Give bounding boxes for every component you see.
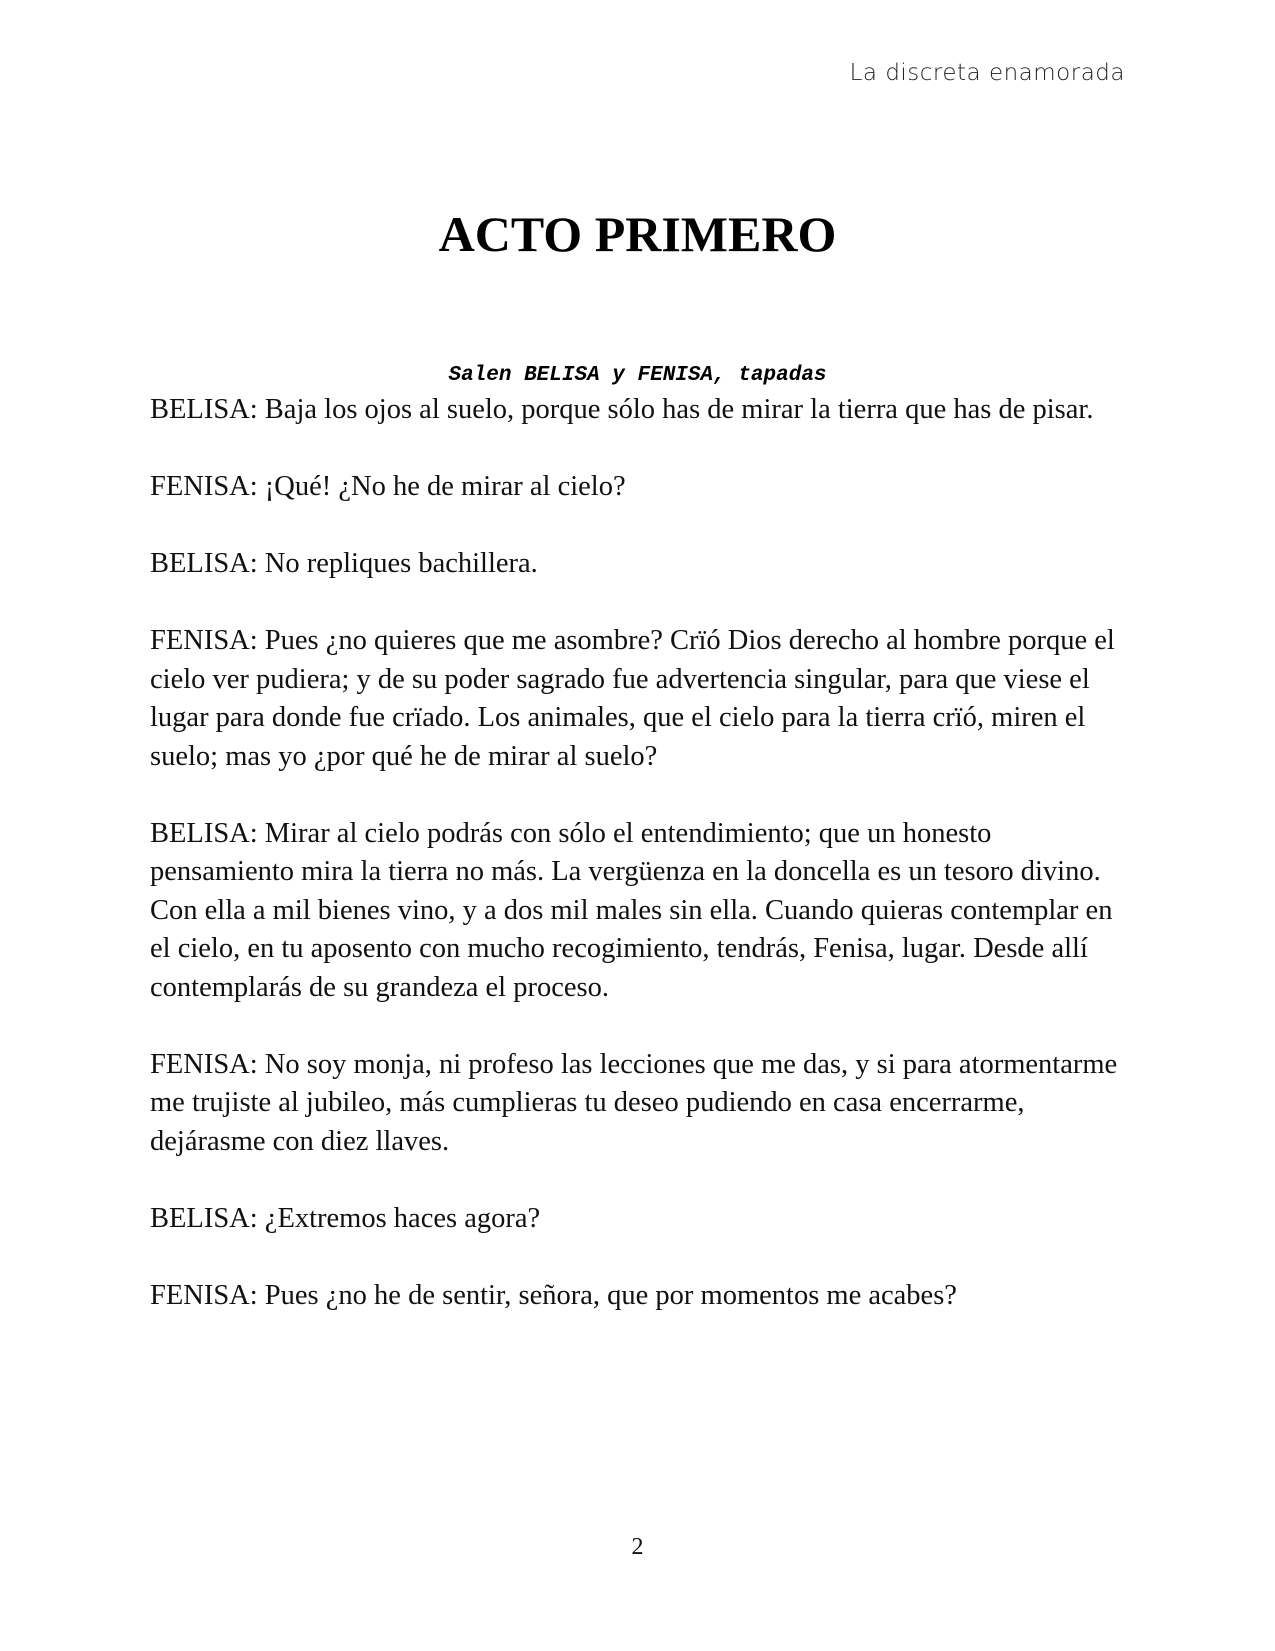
speech-paragraph: FENISA: Pues ¿no quieres que me asombre? Crïó Dios derecho al hombre porque el cielo ver pudiera; y de su poder sagrado fue advertencia singular, para que viese el lugar para donde fue crïado. Los animales, que el cielo para la tierra crïó, miren el suelo; mas yo ¿por qué he de mirar al suelo? <box>150 625 1115 772</box>
speech-paragraph: FENISA: Pues ¿no he de sentir, señora, que por momentos me acabes? <box>150 1279 957 1311</box>
speech-paragraph: BELISA: No repliques bachillera. <box>150 548 538 579</box>
speech-paragraph: BELISA: Baja los ojos al suelo, porque sólo has de mirar la tierra que has de pisar. <box>150 394 1094 425</box>
dialogue-body <box>150 391 1130 1354</box>
act-title: ACTO PRIMERO <box>438 206 837 262</box>
running-header-title: La discreta enamorada <box>849 60 1125 86</box>
speech-paragraph: BELISA: ¿Extremos haces agora? <box>150 1202 541 1234</box>
speech-paragraph: FENISA: No soy monja, ni profeso las lecciones que me das, y si para atormentarme me trujiste al jubileo, más cumplieras tu deseo pudiendo en casa encerrarme, dejárasme con diez llaves. <box>150 1048 1118 1157</box>
speech-paragraph: BELISA: Mirar al cielo podrás con sólo el entendimiento; que un honesto pensamiento mira la tierra no más. La vergüenza en la doncella es un tesoro divino. Con ella a mil bienes vino, y a dos mil males sin ella. Cuando quieras contemplar en el cielo, en tu aposento con mucho recogimiento, tendrás, Fenisa, lugar. Desde allí contemplarás de su grandeza el proceso. <box>150 817 1113 1003</box>
stage-direction: Salen BELISA y FENISA, tapadas <box>448 364 827 387</box>
page-number: 2 <box>631 1534 644 1560</box>
speech-paragraph: FENISA: ¡Qué! ¿No he de mirar al cielo? <box>150 471 626 502</box>
